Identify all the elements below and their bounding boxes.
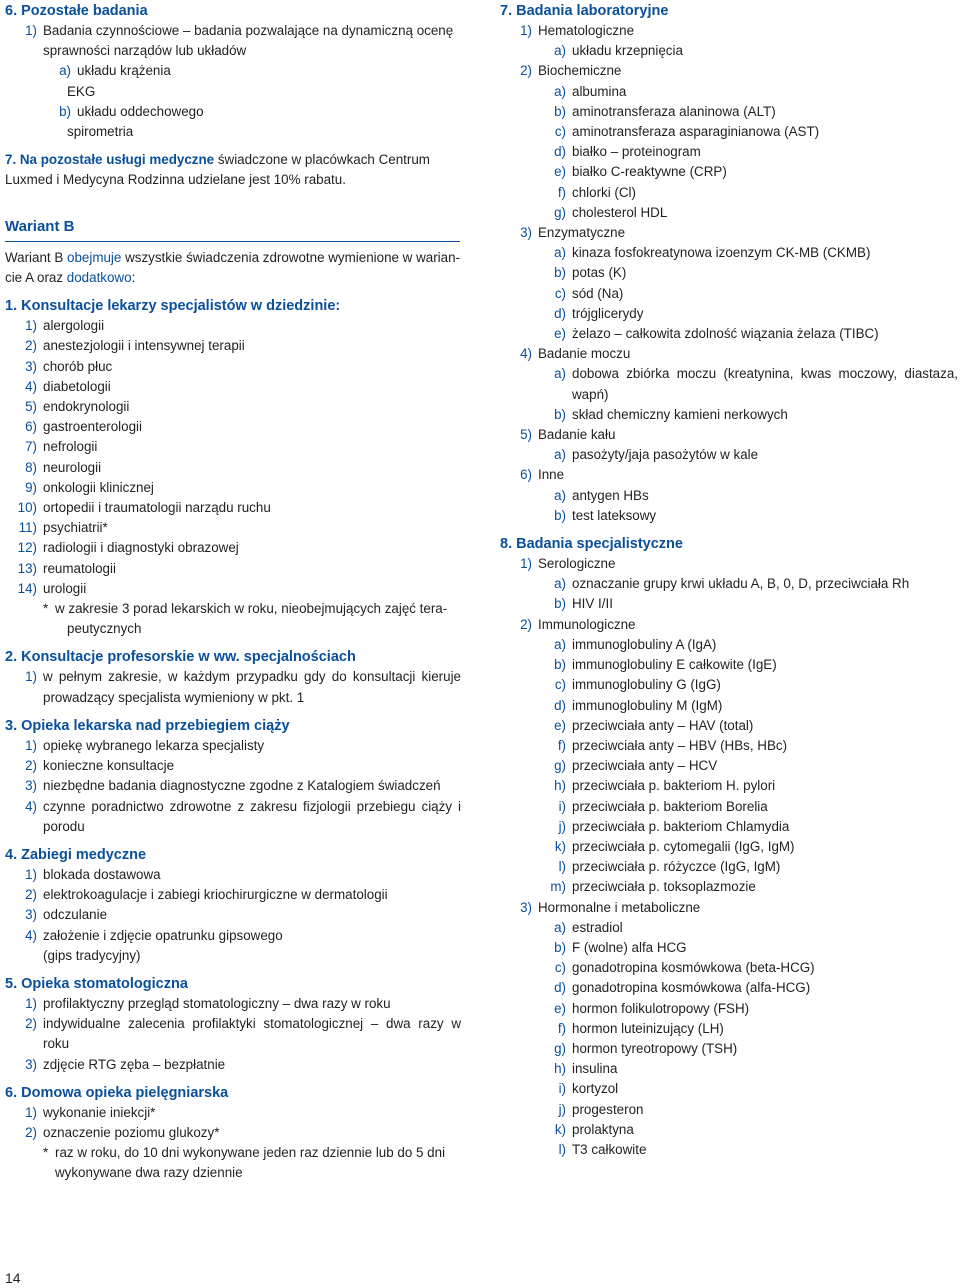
- subitem-text: insulina: [572, 1061, 618, 1077]
- stomatologia-list: [5, 994, 461, 1075]
- subitem-text: test lateksowy: [572, 507, 657, 523]
- item-number: 3): [25, 907, 37, 923]
- list-subitem: [500, 958, 958, 978]
- item-text: konieczne konsultacje: [43, 758, 175, 774]
- subitem-text: żelazo – całkowita zdolność wiązania żelaza (TIBC): [572, 326, 879, 342]
- list-subitem: [500, 41, 958, 61]
- list-item: [5, 579, 461, 599]
- list-subitem: [500, 1100, 958, 1120]
- subitem-text: chlorki (Cl): [572, 184, 636, 200]
- subitem-letter: a): [554, 447, 566, 463]
- subitem-letter: i): [558, 798, 566, 814]
- subitem-letter: d): [554, 144, 566, 160]
- list-subitem: [500, 203, 958, 223]
- pielegniarska-list: [5, 1103, 461, 1143]
- subitem-letter: a): [554, 919, 566, 935]
- list-item: [5, 776, 461, 796]
- subitem-text: cholesterol HDL: [572, 204, 668, 220]
- subitem-letter: g): [554, 204, 566, 220]
- subitem-text: gonadotropina kosmówkowa (alfa-HCG): [572, 980, 811, 996]
- discount-highlight: 7. Na pozostałe usługi medyczne: [5, 152, 215, 168]
- section-title-zabiegi: 4. Zabiegi medyczne: [5, 846, 147, 863]
- item-number: 14): [17, 580, 37, 596]
- list-subitem: [500, 243, 958, 263]
- subitem-letter: j): [558, 818, 566, 834]
- item-number: 7): [25, 439, 37, 455]
- subitem-letter: h): [554, 1061, 566, 1077]
- specjalistyczne-list: [500, 554, 958, 1160]
- subitem-text: antygen HBs: [572, 487, 649, 503]
- list-item: [5, 377, 461, 397]
- list-subitem: [500, 756, 958, 776]
- subitem-letter: h): [554, 778, 566, 794]
- list-subitem: [500, 594, 958, 614]
- konsultacje-list: [5, 316, 461, 599]
- list-subitem: [500, 506, 958, 526]
- item-text: chorób płuc: [43, 358, 113, 374]
- item-text: indywidualne zalecenia profilaktyki stomatologicznej – dwa razy w roku: [43, 1016, 461, 1052]
- item-number: 1): [520, 556, 532, 572]
- subitem-text: przeciwciała p. bakteriom H. pylori: [572, 778, 776, 794]
- list-item: [5, 437, 461, 457]
- item-text: Serologiczne: [538, 556, 616, 572]
- item-text: zdjęcie RTG zęba – bezpłatnie: [43, 1056, 226, 1072]
- section-title-badania-specjalistyczne: 8. Badania specjalistyczne: [500, 536, 683, 553]
- subitem-letter: a): [554, 43, 566, 59]
- list-subitem: [500, 1140, 958, 1160]
- zabiegi-extra: (gips tradycyjny): [43, 947, 141, 963]
- list-item: [5, 1055, 461, 1075]
- list-item: [5, 926, 461, 946]
- subitem-letter: i): [558, 1081, 566, 1097]
- subitem-text: przeciwciała p. różyczce (IgG, IgM): [572, 859, 781, 875]
- subitem-text: kinaza fosfokreatynowa izoenzym CK-MB (CKMB): [572, 245, 871, 261]
- item-number: 1): [25, 669, 37, 685]
- list-item: [5, 797, 461, 837]
- item-number: 4): [25, 798, 37, 814]
- footnote-text: [55, 599, 461, 639]
- footnote-text: [55, 1143, 461, 1183]
- item-text: Biochemiczne: [538, 63, 622, 79]
- item-text: opiekę wybranego lekarza specjalisty: [43, 737, 265, 753]
- discount-text: świadczone w placówkach Centrum Luxmed i Medycyna Rodzinna udzielane jest 10% rabatu.: [5, 152, 430, 188]
- item-number: 1): [25, 737, 37, 753]
- subitem-letter: l): [558, 859, 566, 875]
- list-item: [5, 538, 461, 558]
- list-subitem: [500, 263, 958, 283]
- subitem-text: przeciwciała anty – HBV (HBs, HBc): [572, 737, 788, 753]
- item-number: 1): [25, 23, 37, 38]
- list-item: [5, 417, 461, 437]
- subitem-text: hormon folikulotropowy (FSH): [572, 1000, 750, 1016]
- subitem-letter: a): [554, 245, 566, 261]
- item-text: profilaktyczny przegląd stomatologiczny – dwa razy w roku: [43, 995, 391, 1011]
- subitem-letter: j): [558, 1101, 566, 1117]
- subitem-text: przeciwciała p. bakteriom Borelia: [572, 798, 768, 814]
- subitem-letter: b): [554, 939, 566, 955]
- subitem-text: białko C-reaktywne (CRP): [572, 164, 727, 180]
- list-subitem: [500, 324, 958, 344]
- item-text: radiologii i diagnostyki obrazowej: [43, 540, 239, 556]
- item-number: 2): [520, 616, 532, 632]
- subitem-letter: d): [554, 305, 566, 321]
- list-item: [5, 498, 461, 518]
- list-item: [5, 559, 461, 579]
- list-subitem: [5, 102, 461, 122]
- footnote-line: raz w roku, do 10 dni wykonywane jeden raz dziennie lub do 5 dni: [55, 1145, 446, 1161]
- item-number: 1): [25, 1104, 37, 1120]
- subitem-text: F (wolne) alfa HCG: [572, 939, 687, 955]
- list-subitem: [500, 1079, 958, 1099]
- subitem-letter: b): [554, 507, 566, 523]
- list-subitem: [500, 1059, 958, 1079]
- item-number: 6): [25, 419, 37, 435]
- page-number: 14: [5, 1270, 21, 1286]
- footnote-line: peutycznych: [67, 621, 142, 637]
- list-item: [5, 736, 461, 756]
- item-text: neurologii: [43, 459, 102, 475]
- subitem-text: aminotransferaza asparaginianowa (AST): [572, 124, 820, 140]
- list-subitem: [500, 445, 958, 465]
- footnote: [5, 1143, 461, 1183]
- subitem-text: skład chemiczny kamieni nerkowych: [572, 406, 788, 422]
- footnote-star: *: [43, 1145, 49, 1161]
- item-text: gastroenterologii: [43, 419, 143, 435]
- subitem-letter: a): [554, 83, 566, 99]
- subitem-text: hormon luteinizujący (LH): [572, 1020, 724, 1036]
- plain-line: EKG: [67, 83, 96, 99]
- item-text: Badanie kału: [538, 427, 616, 443]
- list-item: [5, 357, 461, 377]
- section-title-konsultacje-profesorskie: 2. Konsultacje profesorskie w ww. specjalnościach: [5, 649, 356, 666]
- section-title-stomatologia: 5. Opieka stomatologiczna: [5, 975, 188, 992]
- item-text: Inne: [538, 467, 565, 483]
- subitem-letter: c): [554, 960, 566, 976]
- subitem-text: immunoglobuliny E całkowite (IgE): [572, 657, 777, 673]
- subitem-letter: c): [554, 677, 566, 693]
- list-subitem: [500, 1120, 958, 1140]
- subitem-text: potas (K): [572, 265, 627, 281]
- list-item: [5, 397, 461, 417]
- list-subitem: [500, 405, 958, 425]
- list-subitem: [500, 1039, 958, 1059]
- subitem-letter: e): [554, 164, 566, 180]
- section-title-pozostale-badania: 6. Pozostałe badania: [5, 3, 148, 19]
- subitem-text: układu krzepnięcia: [572, 43, 683, 59]
- subitem-letter: a): [59, 63, 71, 79]
- list-subitem: [500, 675, 958, 695]
- footnote-line: wykonywane dwa razy dziennie: [55, 1165, 243, 1181]
- footnote-star: *: [43, 601, 49, 617]
- list-item: [5, 1103, 461, 1123]
- list-item: [500, 425, 958, 445]
- item-text: odczulanie: [43, 907, 108, 923]
- subitem-text: immunoglobuliny M (IgM): [572, 697, 723, 713]
- subitem-text: estradiol: [572, 919, 623, 935]
- subitem-text: dobowa zbiórka moczu (kreatynina, kwas moczowy, diastaza, wapń): [572, 366, 958, 402]
- subitem-letter: b): [554, 406, 566, 422]
- subitem-letter: d): [554, 697, 566, 713]
- footnote: [5, 599, 461, 639]
- list-subitem: [500, 655, 958, 675]
- subitem-letter: b): [554, 596, 566, 612]
- list-subitem: [500, 162, 958, 182]
- list-subitem: [500, 999, 958, 1019]
- list-subitem: [500, 122, 958, 142]
- footnote-line: w zakresie 3 porad lekarskich w roku, nieobejmujących zajęć tera-: [55, 601, 448, 617]
- list-item: [500, 344, 958, 364]
- subitem-text: układu krążenia: [77, 63, 171, 79]
- subitem-letter: k): [554, 838, 566, 854]
- ciaza-list: [5, 736, 461, 837]
- right-column: [500, 1, 958, 1160]
- variant-desc-text: Wariant B: [5, 249, 68, 265]
- item-number: 3): [25, 1056, 37, 1072]
- subitem-letter: c): [554, 285, 566, 301]
- list-subitem: [500, 716, 958, 736]
- subitem-letter: b): [554, 103, 566, 119]
- list-subitem: [5, 61, 461, 81]
- subitem-text: prolaktyna: [572, 1121, 634, 1137]
- subitem-letter: f): [557, 737, 566, 753]
- list-item: [500, 61, 958, 81]
- variant-desc-text: wszystkie świadczenia zdrowotne wymienione w warian-cie A oraz: [5, 249, 460, 286]
- subitem-text: przeciwciała p. bakteriom Chlamydia: [572, 818, 790, 834]
- subitem-text: progesteron: [572, 1101, 644, 1117]
- variant-desc-text: :: [131, 270, 136, 286]
- list-item: [500, 223, 958, 243]
- subitem-text: aminotransferaza alaninowa (ALT): [572, 103, 776, 119]
- variant-title: Wariant B: [5, 217, 460, 242]
- item-number: 4): [25, 927, 37, 943]
- list-subitem: [500, 978, 958, 998]
- subitem-letter: b): [59, 103, 71, 119]
- section-title-pielegniarska: 6. Domowa opieka pielęgniarska: [5, 1084, 229, 1101]
- subitem-text: kortyzol: [572, 1081, 619, 1097]
- item-number: 2): [25, 338, 37, 354]
- subitem-letter: l): [558, 1141, 566, 1157]
- list-subitem: [500, 183, 958, 203]
- subitem-text: przeciwciała p. toksoplazmozie: [572, 879, 756, 895]
- list-item: [5, 336, 461, 356]
- subitem-text: oznaczanie grupy krwi układu A, B, 0, D, przeciwciała Rh: [572, 576, 910, 592]
- subitem-letter: a): [554, 366, 566, 382]
- list-subitem: [500, 918, 958, 938]
- variant-description: [5, 248, 461, 288]
- subitem-text: przeciwciała p. cytomegalii (IgG, IgM): [572, 838, 795, 854]
- plain-line: spirometria: [67, 124, 134, 140]
- item-text: nefrologii: [43, 439, 98, 455]
- subitem-text: przeciwciała anty – HCV: [572, 758, 718, 774]
- list-subitem: [500, 696, 958, 716]
- item-text: Hormonalne i metaboliczne: [538, 899, 701, 915]
- list-subitem: [500, 736, 958, 756]
- list-subitem: [500, 817, 958, 837]
- subitem-letter: b): [554, 265, 566, 281]
- variant-desc-highlight: dodatkowo: [66, 270, 132, 286]
- subitem-letter: f): [557, 184, 566, 200]
- discount-paragraph: [5, 150, 461, 190]
- subitem-text: przeciwciała anty – HAV (total): [572, 717, 754, 733]
- subitem-letter: b): [554, 657, 566, 673]
- list-subitem: [500, 857, 958, 877]
- subitem-letter: g): [554, 1040, 566, 1056]
- item-text: onkologii klinicznej: [43, 479, 154, 495]
- list-item: [5, 756, 461, 776]
- subitem-text: sód (Na): [572, 285, 624, 301]
- list-subitem: [500, 635, 958, 655]
- item-number: 1): [25, 318, 37, 334]
- list-item: [5, 21, 461, 61]
- list-item: [500, 21, 958, 41]
- list-subitem: [500, 284, 958, 304]
- subitem-text: hormon tyreotropowy (TSH): [572, 1040, 738, 1056]
- subitem-text: T3 całkowite: [572, 1141, 647, 1157]
- item-text: wykonanie iniekcji*: [43, 1104, 156, 1120]
- item-number: 2): [25, 758, 37, 774]
- subitem-letter: d): [554, 980, 566, 996]
- section-title-konsultacje: 1. Konsultacje lekarzy specjalistów w dziedzinie:: [5, 298, 341, 315]
- section-title-opieka-ciaza: 3. Opieka lekarska nad przebiegiem ciąży: [5, 717, 290, 734]
- list-subitem: [500, 1019, 958, 1039]
- item-number: 2): [520, 63, 532, 79]
- list-subitem: [500, 938, 958, 958]
- list-item: [5, 667, 461, 707]
- subitem-letter: e): [554, 326, 566, 342]
- list-item: [5, 1123, 461, 1143]
- item-text: alergologii: [43, 318, 105, 334]
- list-subitem: [500, 102, 958, 122]
- list-subitem: [500, 142, 958, 162]
- list-subitem: [500, 574, 958, 594]
- laboratoryjne-list: [500, 21, 958, 526]
- list-item: [5, 458, 461, 478]
- list-subitem: [500, 837, 958, 857]
- item-text: Badanie moczu: [538, 346, 631, 362]
- item-number: 9): [25, 479, 37, 495]
- item-text: ortopedii i traumatologii narządu ruchu: [43, 500, 271, 516]
- list-subitem: [500, 797, 958, 817]
- zabiegi-list: [5, 865, 461, 946]
- list-subitem: [500, 304, 958, 324]
- item-number: 1): [520, 23, 532, 38]
- subitem-text: gonadotropina kosmówkowa (beta-HCG): [572, 960, 815, 976]
- item-number: 5): [25, 399, 37, 415]
- list-subitem: [500, 877, 958, 897]
- item-text: urologii: [43, 580, 87, 596]
- item-number: 6): [520, 467, 532, 483]
- item-text: oznaczenie poziomu glukozy*: [43, 1124, 220, 1140]
- profesorskie-list: [5, 667, 461, 707]
- subitem-letter: m): [550, 879, 566, 895]
- subitem-text: trójglicerydy: [572, 305, 644, 321]
- section-title-badania-laboratoryjne: 7. Badania laboratoryjne: [500, 3, 669, 19]
- subitem-text: immunoglobuliny G (IgG): [572, 677, 721, 693]
- list-item: [5, 905, 461, 925]
- item-number: 3): [25, 778, 37, 794]
- item-number: 5): [520, 427, 532, 443]
- list-item: [5, 885, 461, 905]
- item-text: Badania czynnościowe – badania pozwalające na dynamiczną ocenę sprawności narządów lub układów: [43, 23, 454, 59]
- list-subitem: [500, 364, 958, 404]
- item-text: niezbędne badania diagnostyczne zgodne z Katalogiem świadczeń: [43, 778, 441, 794]
- item-text: elektrokoagulacje i zabiegi kriochirurgiczne w dermatologii: [43, 887, 388, 903]
- item-number: 4): [25, 378, 37, 394]
- item-number: 1): [25, 995, 37, 1011]
- subitem-text: HIV I/II: [572, 596, 613, 612]
- subitem-letter: g): [554, 758, 566, 774]
- list-item: [500, 465, 958, 485]
- item-number: 10): [17, 500, 37, 516]
- subitem-letter: a): [554, 487, 566, 503]
- list-item: [5, 1014, 461, 1054]
- subitem-text: albumina: [572, 83, 627, 99]
- subitem-letter: e): [554, 1000, 566, 1016]
- variant-desc-highlight: obejmuje: [67, 249, 122, 265]
- item-number: 3): [520, 899, 532, 915]
- list-item: [5, 994, 461, 1014]
- list-item: [5, 865, 461, 885]
- subitem-text: immunoglobuliny A (IgA): [572, 636, 717, 652]
- item-text: endokrynologii: [43, 399, 130, 415]
- list-item: [5, 478, 461, 498]
- item-number: 11): [18, 520, 37, 536]
- subitem-text: układu oddechowego: [77, 103, 204, 119]
- item-text: reumatologii: [43, 560, 116, 576]
- item-number: 3): [25, 358, 37, 374]
- item-number: 2): [25, 1124, 37, 1140]
- subitem-text: pasożyty/jaja pasożytów w kale: [572, 447, 759, 463]
- list-item: [500, 615, 958, 635]
- item-number: 12): [17, 540, 37, 556]
- item-text: w pełnym zakresie, w każdym przypadku gdy do konsultacji kieruje prowadzący specjalista wymieniony w pkt. 1: [43, 669, 461, 705]
- item-number: 13): [17, 560, 37, 576]
- subitem-letter: a): [554, 636, 566, 652]
- list-item: [500, 554, 958, 574]
- item-text: Hematologiczne: [538, 23, 635, 38]
- subitem-letter: k): [554, 1121, 566, 1137]
- list-subitem: [500, 82, 958, 102]
- list-item: [5, 316, 461, 336]
- item-text: założenie i zdjęcie opatrunku gipsowego: [43, 927, 283, 943]
- subitem-text: białko – proteinogram: [572, 144, 701, 160]
- list-subitem: [500, 776, 958, 796]
- subitem-letter: c): [554, 124, 566, 140]
- item-text: Enzymatyczne: [538, 225, 626, 241]
- item-number: 2): [25, 1016, 37, 1032]
- subitem-letter: f): [557, 1020, 566, 1036]
- item-text: czynne poradnictwo zdrowotne z zakresu fizjologii przebiegu ciąży i porodu: [43, 798, 461, 834]
- list-subitem: [500, 486, 958, 506]
- list-item: [500, 898, 958, 918]
- item-text: Immunologiczne: [538, 616, 636, 632]
- list-item: [5, 518, 461, 538]
- item-text: blokada dostawowa: [43, 866, 161, 882]
- left-column: [5, 1, 461, 1184]
- subitem-letter: a): [554, 576, 566, 592]
- item-text: psychiatrii*: [43, 520, 108, 536]
- item-number: 2): [25, 887, 37, 903]
- item-text: anestezjologii i intensywnej terapii: [43, 338, 245, 354]
- item-number: 4): [520, 346, 532, 362]
- item-number: 8): [25, 459, 37, 475]
- item-number: 3): [520, 225, 532, 241]
- item-number: 1): [25, 866, 37, 882]
- subitem-letter: e): [554, 717, 566, 733]
- item-text: diabetologii: [43, 378, 111, 394]
